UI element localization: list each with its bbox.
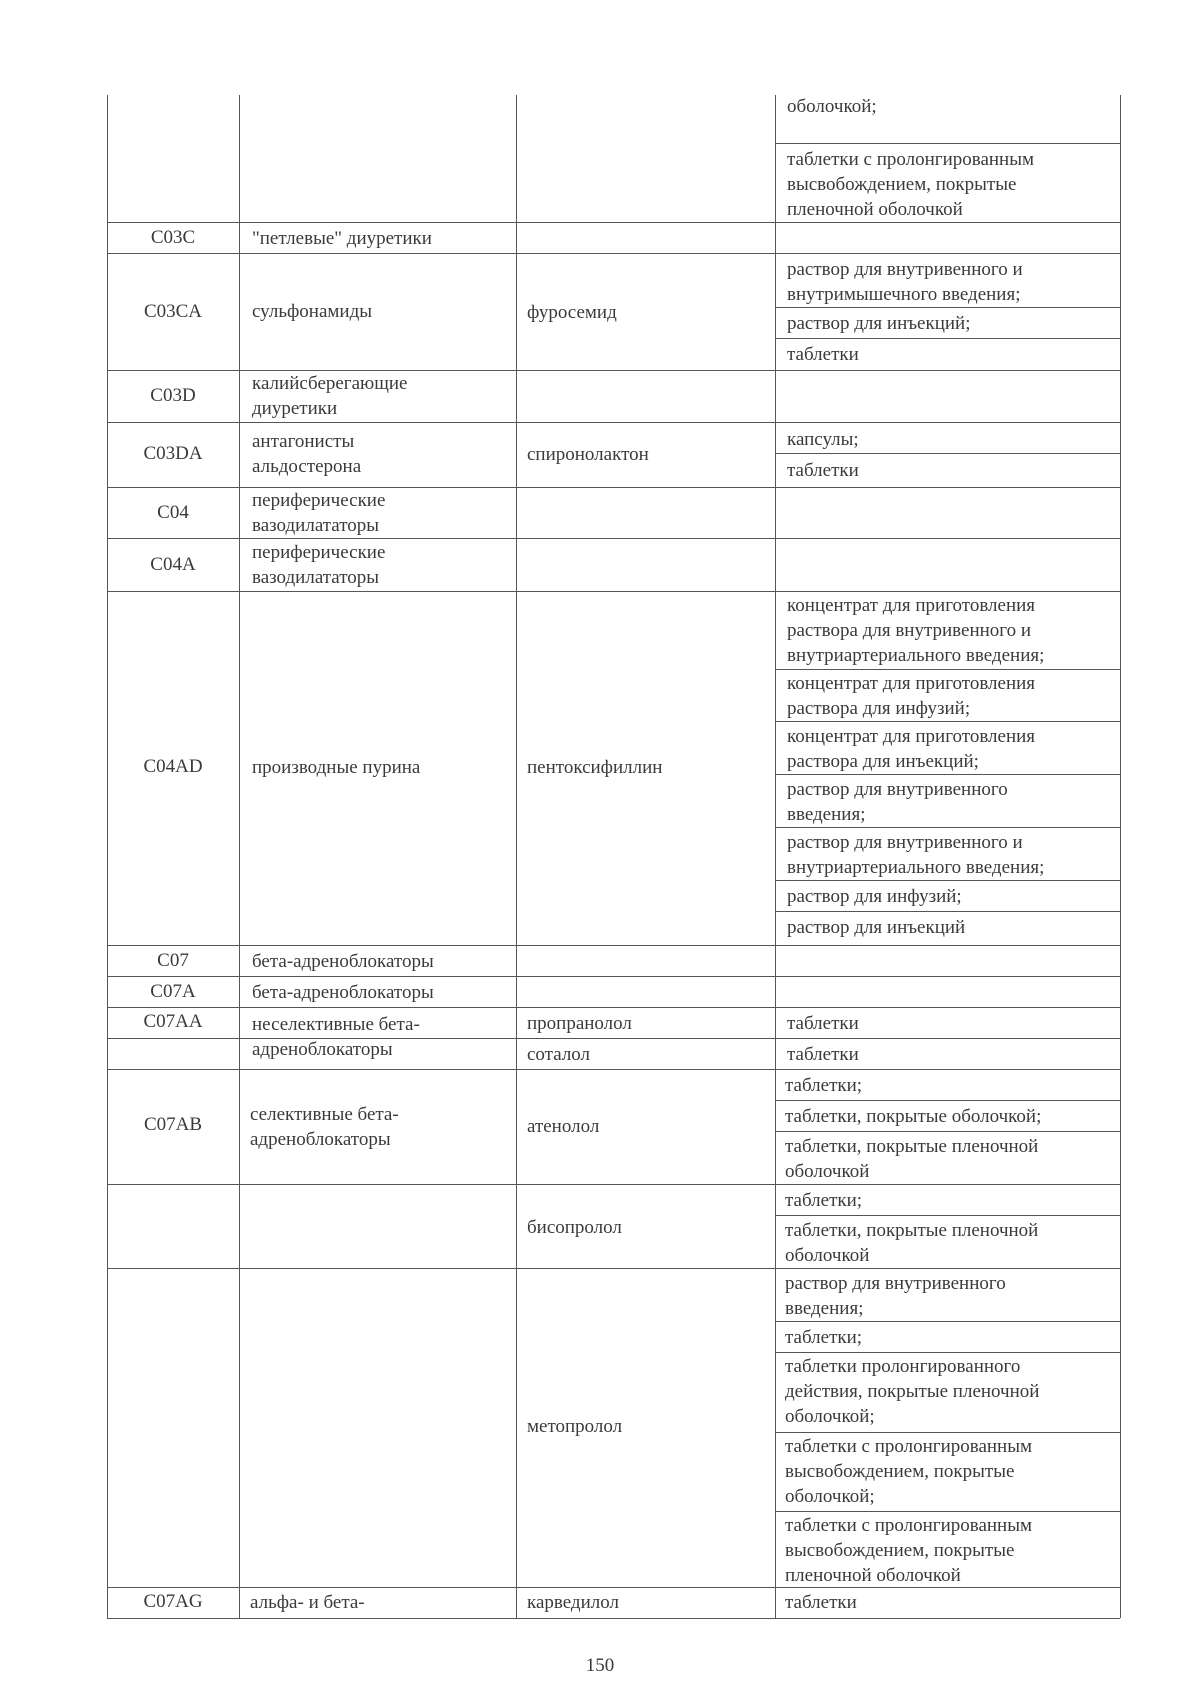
atc-code: C07 <box>157 950 189 971</box>
atc-code: C03CA <box>143 301 203 322</box>
group-name: "петлевые" диуретики <box>252 228 432 249</box>
form-cell: раствор для инъекций <box>787 917 966 938</box>
form-cell: таблетки с пролонгированным высвобождением, покрытые пленочной оболочкой <box>787 149 1035 220</box>
drug-name: бисопролол <box>527 1217 622 1238</box>
form-cell: таблетки; <box>785 1327 863 1348</box>
form-cell: концентрат для приготовления раствора для инфузий; <box>787 673 1036 719</box>
drug-name: карведилол <box>527 1592 619 1613</box>
group-name: бета-адреноблокаторы <box>252 951 434 972</box>
drug-name: метопролол <box>527 1416 623 1437</box>
form-cell: таблетки, покрытые пленочной оболочкой <box>785 1136 1039 1182</box>
form-cell: раствор для внутривенного введения; <box>787 779 1008 825</box>
form-cell: таблетки, покрытые оболочкой; <box>785 1106 1042 1127</box>
drug-name: спиронолактон <box>527 444 649 465</box>
form-cell: раствор для внутривенного и внутриартериального введения; <box>787 832 1045 878</box>
form-cell: концентрат для приготовления раствора для инъекций; <box>787 726 1036 772</box>
group-name: калийсберегающие диуретики <box>252 373 408 419</box>
form-cell: таблетки <box>787 1044 859 1065</box>
group-name: антагонисты альдостерона <box>252 431 362 477</box>
form-cell: таблетки <box>787 460 859 481</box>
form-cell: таблетки <box>787 1013 859 1034</box>
drug-name: пропранолол <box>527 1013 632 1034</box>
group-name: периферические вазодилататоры <box>252 542 386 588</box>
atc-code: C07AG <box>143 1591 203 1612</box>
atc-code: C04 <box>157 502 189 523</box>
atc-code: C07AB <box>143 1114 203 1135</box>
atc-code: C03DA <box>143 443 203 464</box>
group-name: альфа- и бета- <box>250 1592 365 1613</box>
form-cell: таблетки; <box>785 1075 863 1096</box>
atc-code: C03C <box>150 227 196 248</box>
drug-name: атенолол <box>527 1116 600 1137</box>
group-name: сульфонамиды <box>252 301 373 322</box>
form-cell: раствор для инъекций; <box>787 313 971 334</box>
form-cell: раствор для инфузий; <box>787 886 962 907</box>
group-name: неселективные бета- адреноблокаторы <box>252 1014 420 1060</box>
form-cell: капсулы; <box>787 429 859 450</box>
form-cell: таблетки, покрытые пленочной оболочкой <box>785 1220 1039 1266</box>
atc-code: C04A <box>150 554 196 575</box>
page-number: 150 <box>585 1655 615 1676</box>
form-cell: таблетки пролонгированного действия, покрытые пленочной оболочкой; <box>785 1356 1040 1427</box>
atc-code: C07A <box>150 981 196 1002</box>
form-cell: раствор для внутривенного введения; <box>785 1273 1006 1319</box>
atc-code: C07AA <box>143 1011 203 1032</box>
drug-name: пентоксифиллин <box>527 757 663 778</box>
form-cell: таблетки; <box>785 1190 863 1211</box>
form-cell: оболочкой; <box>787 96 877 117</box>
atc-code: C03D <box>150 385 196 406</box>
form-cell: таблетки <box>785 1592 857 1613</box>
form-cell: концентрат для приготовления раствора для внутривенного и внутриартериального введения; <box>787 595 1045 666</box>
drug-name: фуросемид <box>527 302 617 323</box>
group-name: периферические вазодилататоры <box>252 490 386 536</box>
group-name: бета-адреноблокаторы <box>252 982 434 1003</box>
drug-name: соталол <box>527 1044 591 1065</box>
form-cell: таблетки с пролонгированным высвобождением, покрытые пленочной оболочкой <box>785 1515 1033 1586</box>
atc-code: C04AD <box>143 756 203 777</box>
group-name: производные пурина <box>252 757 421 778</box>
form-cell: таблетки <box>787 344 859 365</box>
form-cell: раствор для внутривенного и внутримышечного введения; <box>787 259 1023 305</box>
form-cell: таблетки с пролонгированным высвобождением, покрытые оболочкой; <box>785 1436 1033 1507</box>
group-name: селективные бета- адреноблокаторы <box>250 1104 399 1150</box>
